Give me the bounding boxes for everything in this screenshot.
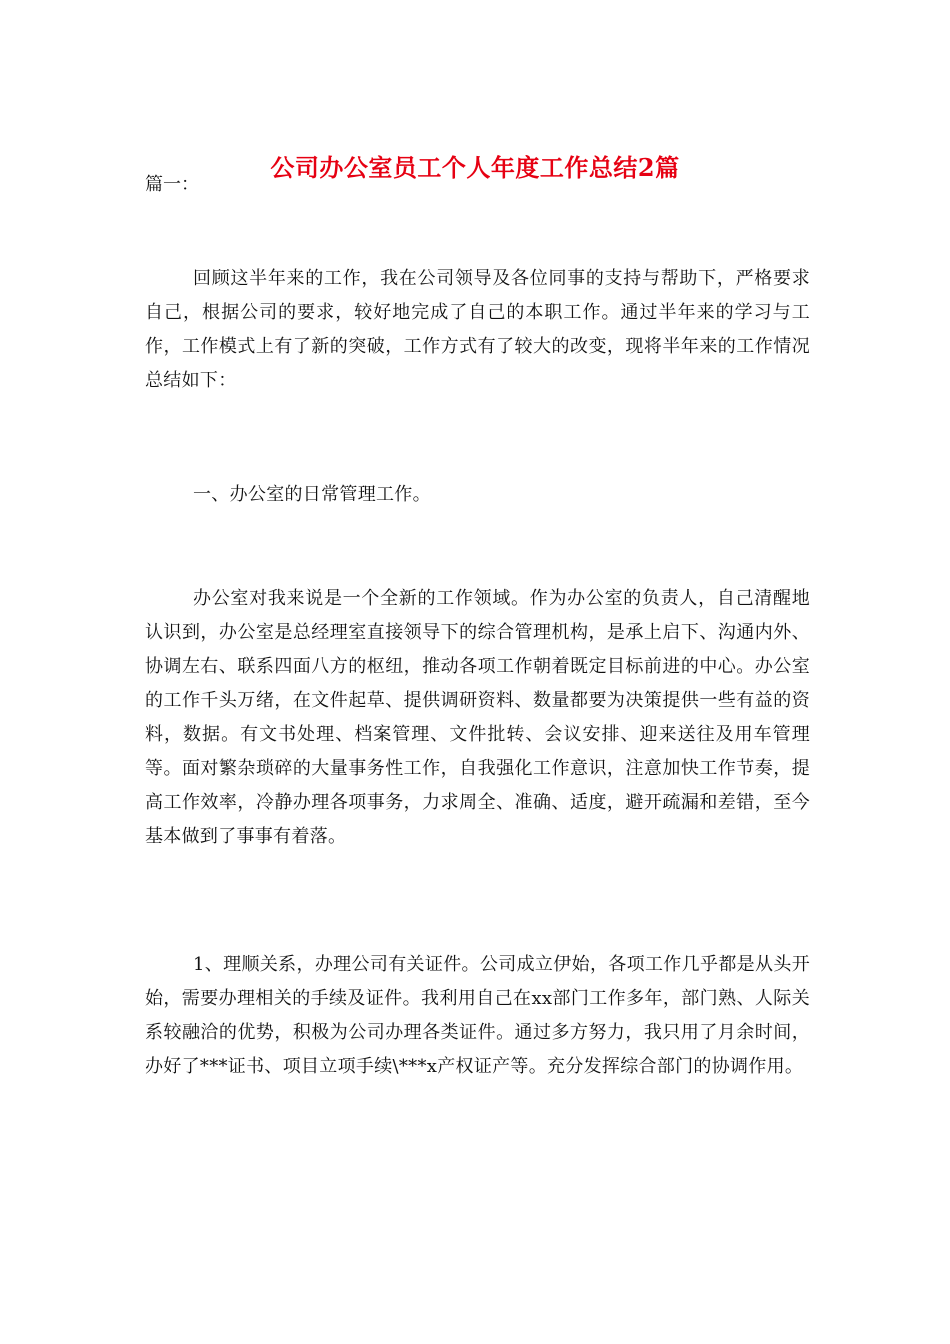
body-paragraph: 办公室对我来说是一个全新的工作领域。作为办公室的负责人，自己清醒地认识到，办公室是总经理室直接领导下的综合管理机构，是承上启下、沟通内外、协调左右、联系四面八方的枢纽，推动各项工作朝着既定目标前进的中心。办公室的工作千头万绪，在文件起草、提供调研资料、数量都要为决策提供一些有益的资料，数据。有文书处理、档案管理、文件批转、会议安排、迎来送往及用车管理等。面对繁杂琐碎的大量事务性工作，自我强化工作意识，注意加快工作节奏，提高工作效率，冷静办理各项事务，力求周全、准确、适度，避开疏漏和差错，至今基本做到了事事有着落。 bbox=[145, 588, 810, 847]
body-paragraph: 1、理顺关系，办理公司有关证件。公司成立伊始，各项工作几乎都是从头开始，需要办理相关的手续及证件。我利用自己在xx部门工作多年，部门熟、人际关系较融洽的优势，积极为公司办理各类证件。通过多方努力，我只用了月余时间，办好了***证书、项目立项手续\***x产权证产等。充分发挥综合部门的协调作用。 bbox=[145, 954, 810, 1077]
document-title: 公司办公室员工个人年度工作总结2篇 bbox=[270, 153, 680, 182]
section-label: 篇一： bbox=[145, 174, 199, 195]
section-heading: 一、办公室的日常管理工作。 bbox=[193, 484, 431, 505]
intro-paragraph: 回顾这半年来的工作，我在公司领导及各位同事的支持与帮助下，严格要求自己，根据公司的要求，较好地完成了自己的本职工作。通过半年来的学习与工作，工作模式上有了新的突破，工作方式有了较大的改变，现将半年来的工作情况总结如下： bbox=[145, 268, 810, 391]
